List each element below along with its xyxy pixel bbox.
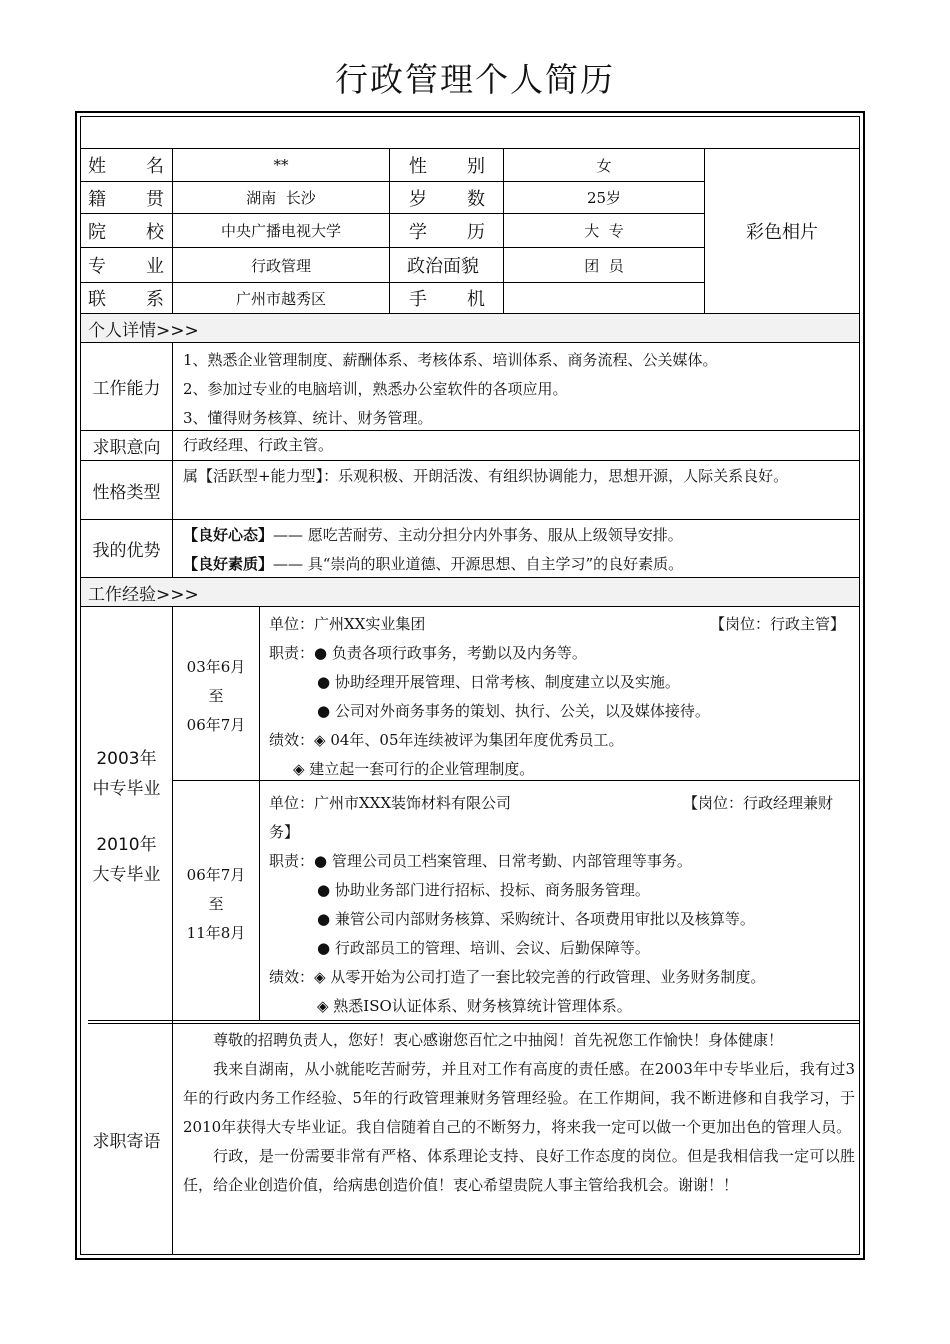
page-title: 行政管理个人简历 <box>335 60 615 99</box>
job1-unit-row <box>269 610 855 639</box>
education-degree-1: 中专毕业 <box>92 778 161 799</box>
photo-placeholder: 彩色相片 <box>746 222 818 243</box>
letter-paragraph: 尊敬的招聘负责人，您好！衷心感谢您百忙之中抽阅！首先祝您工作愉快！身体健康！ <box>213 1031 784 1049</box>
job2-perf: 绩效：◈ 从零开始为公司打造了一套比较完善的行政管理、业务财务制度。 <box>269 968 766 986</box>
ability-item: 2、参加过专业的电脑培训，熟悉办公室软件的各项应用。 <box>183 380 568 398</box>
gender-value: 女 <box>596 156 612 175</box>
job1-duty: ● 公司对外商务事务的策划、执行、公关，以及媒体接待。 <box>317 702 710 720</box>
ability-item: 3、懂得财务核算、统计、财务管理。 <box>183 409 433 427</box>
age-value: 25岁 <box>586 189 622 207</box>
education-value: 大 专 <box>584 222 624 240</box>
job2-unit: 单位：广州市XXX装饰材料有限公司 <box>269 794 512 812</box>
job1-post: 【岗位：行政主管】 <box>709 615 845 633</box>
education-year-2: 2010年 <box>96 834 157 855</box>
gender-label: 性 别 <box>409 156 485 177</box>
letter-paragraph: 我来自湖南，从小就能吃苦耐劳，并且对工作有高度的责任感。在2003年中专毕业后，我有过3年的行政内务工作经验、5年的行政管理兼财务管理经验。在工作期间，我不断进修和自我学习，于2010年获得大专毕业证。我自信随着自己的不断努力，将来我一定可以做一个更加出色的管理人员。 <box>183 1060 855 1136</box>
job2-duty: ● 行政部员工的管理、培训、会议、后勤保障等。 <box>317 939 650 957</box>
major-label: 专 业 <box>88 256 164 277</box>
personality-label: 性格类型 <box>92 482 161 503</box>
political-label: 政治面貌 <box>407 256 479 277</box>
age-label: 岁 数 <box>409 188 485 210</box>
job2-post: 【岗位：行政经理兼财务】 <box>269 794 834 841</box>
phone-label: 手 机 <box>409 289 485 310</box>
intent-value: 行政经理、行政主管。 <box>183 436 334 454</box>
details-header: 个人详情>>> <box>88 320 199 341</box>
phone-value <box>504 283 704 313</box>
advantage-list <box>183 521 855 579</box>
contact-value: 广州市越秀区 <box>235 289 326 308</box>
political-value: 团 员 <box>584 256 624 275</box>
contact-label: 联 系 <box>88 289 164 310</box>
school-value: 中央广播电视大学 <box>220 222 341 240</box>
job2-duty: ● 协助业务部门进行招标、投标、商务服务管理。 <box>317 881 650 899</box>
name-value: ** <box>273 156 289 174</box>
personality-value: 属【活跃型+能力型】：乐观积极、开朗活泼、有组织协调能力，思想开源，人际关系良好。 <box>183 467 789 485</box>
name-label: 姓 名 <box>88 156 164 177</box>
ability-label: 工作能力 <box>92 379 161 399</box>
ability-item: 1、熟悉企业管理制度、薪酬体系、考核体系、培训体系、商务流程、公关媒体。 <box>183 351 718 369</box>
job2-period: 06年7月 至 11年8月 <box>186 866 246 942</box>
experience-header: 工作经验>>> <box>88 584 199 605</box>
job1-period: 03年6月 至 06年7月 <box>186 658 246 734</box>
origin-label: 籍 贯 <box>88 188 164 210</box>
letter-label: 求职寄语 <box>92 1132 161 1152</box>
school-label: 院 校 <box>88 221 164 243</box>
job1-duty: ● 协助经理开展管理、日常考核、制度建立以及实施。 <box>317 673 680 691</box>
job2-unit-row <box>269 789 855 847</box>
job1-details <box>269 610 855 784</box>
education-degree-2: 大专毕业 <box>92 864 161 885</box>
letter-body <box>183 1026 855 1200</box>
job1-unit: 单位：广州XX实业集团 <box>269 615 426 633</box>
advantage-item: 【良好心态】—— 愿吃苦耐劳、主动分担分内外事务、服从上级领导安排。 <box>183 526 683 544</box>
job1-perf: ◈ 建立起一套可行的企业管理制度。 <box>293 760 535 778</box>
advantage-label: 我的优势 <box>92 541 161 561</box>
advantage-item: 【良好素质】—— 具“崇尚的职业道德、开源思想、自主学习”的良好素质。 <box>183 555 684 573</box>
education-year-1: 2003年 <box>96 748 157 769</box>
major-value: 行政管理 <box>250 256 311 275</box>
education-label: 学 历 <box>409 221 485 243</box>
ability-list <box>183 346 853 433</box>
job2-duty: ● 兼管公司内部财务核算、采购统计、各项费用审批以及核算等。 <box>317 910 755 928</box>
job1-perf: 绩效：◈ 04年、05年连续被评为集团年度优秀员工。 <box>269 731 624 749</box>
origin-value: 湖南 长沙 <box>246 189 316 207</box>
job2-duty: 职责：● 管理公司员工档案管理、日常考勤、内部管理等事务。 <box>269 852 692 870</box>
job2-perf: ◈ 熟悉ISO认证体系、财务核算统计管理体系。 <box>317 997 632 1015</box>
job2-details <box>269 789 855 1021</box>
letter-paragraph: 行政，是一份需要非常有严格、体系理论支持、良好工作态度的岗位。但是我相信我一定可以胜任，给企业创造价值，给病患创造价值！衷心希望贵院人事主管给我机会。谢谢！！ <box>183 1147 855 1194</box>
intent-label: 求职意向 <box>92 438 161 458</box>
job1-duty: 职责：● 负责各项行政事务，考勤以及内务等。 <box>269 644 587 662</box>
